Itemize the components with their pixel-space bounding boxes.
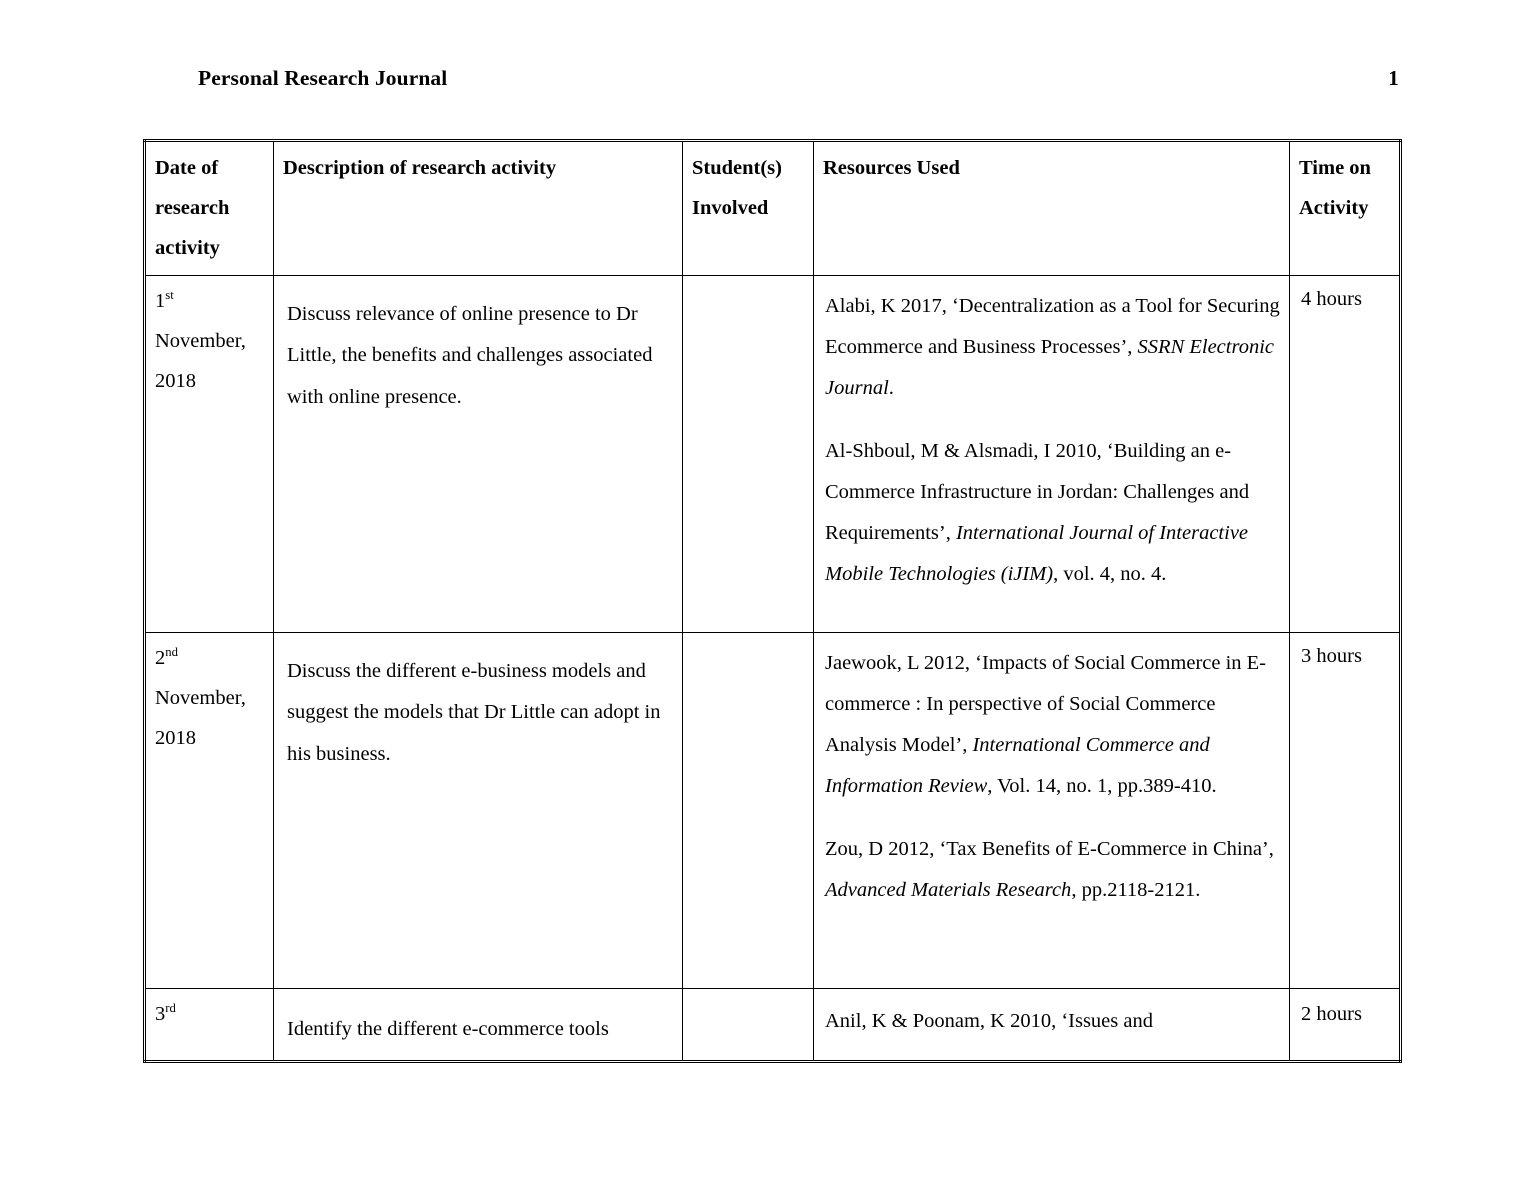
citation-journal: SSRN Electronic Journal bbox=[825, 335, 1274, 399]
citation-pre: Jaewook, L 2012, ‘Impacts of Social Commerce in E-commerce : In perspective of Social Commerce Analysis Model’, bbox=[825, 651, 1267, 756]
cell-students bbox=[683, 275, 814, 632]
cell-students bbox=[683, 988, 814, 1061]
cell-time bbox=[1290, 275, 1401, 632]
cell-date bbox=[145, 275, 274, 632]
header-date-line3: activity bbox=[155, 236, 220, 259]
citation-journal: International Commerce and Information Review bbox=[825, 733, 1210, 797]
running-header bbox=[143, 66, 1399, 91]
header-time-line1: Time on bbox=[1299, 157, 1371, 179]
page-number: 1 bbox=[1388, 66, 1399, 90]
description-text: Identify the different e-commerce tools bbox=[287, 1017, 609, 1040]
students-text bbox=[683, 989, 813, 1008]
column-header-students bbox=[683, 141, 814, 276]
citation-post: . bbox=[888, 376, 894, 399]
date-ordinal-suffix: st bbox=[165, 288, 174, 303]
students-text bbox=[683, 633, 813, 652]
citation-pre: Al-Shboul, M & Alsmadi, I 2010, ‘Building an e-Commerce Infrastructure in Jordan: Challenges and Requirements’, bbox=[825, 439, 1250, 544]
cell-date bbox=[145, 632, 274, 988]
time-text: 3 hours bbox=[1301, 644, 1362, 667]
table-row bbox=[145, 275, 1401, 632]
description-text: Discuss the different e-business models and suggest the models that Dr Little can adopt in his business. bbox=[287, 659, 661, 765]
date-ordinal-suffix: rd bbox=[165, 1001, 176, 1016]
citation bbox=[825, 1001, 1280, 1042]
cell-resources bbox=[814, 632, 1290, 988]
cell-time bbox=[1290, 632, 1401, 988]
citation-post: , pp.2118-2121. bbox=[1071, 878, 1201, 901]
description-text: Discuss relevance of online presence to Dr Little, the benefits and challenges associated with online presence. bbox=[287, 302, 653, 408]
citation-journal: Advanced Materials Research bbox=[825, 878, 1072, 901]
column-header-date bbox=[145, 141, 274, 276]
date-ordinal: 2 bbox=[155, 646, 166, 669]
students-text bbox=[683, 276, 813, 295]
cell-date bbox=[145, 988, 274, 1061]
header-students-line1: Student(s) bbox=[692, 157, 782, 179]
citation-post: , vol. 4, no. 4. bbox=[1053, 562, 1167, 585]
header-description-text: Description of research activity bbox=[283, 157, 557, 179]
citation-pre: Zou, D 2012, ‘Tax Benefits of E-Commerce in China’, bbox=[825, 837, 1274, 860]
column-header-description bbox=[274, 141, 683, 276]
citation-pre: Alabi, K 2017, ‘Decentralization as a Tool for Securing Ecommerce and Business Processes’, bbox=[825, 294, 1280, 358]
header-students-line2: Involved bbox=[692, 196, 769, 219]
citation bbox=[825, 286, 1280, 409]
research-journal-table bbox=[143, 139, 1402, 1063]
table-body bbox=[145, 275, 1401, 1061]
citation-post: , Vol. 14, no. 1, pp.389-410. bbox=[987, 774, 1217, 797]
cell-description bbox=[274, 988, 683, 1061]
citation-journal: International Journal of Interactive Mobile Technologies (iJIM) bbox=[825, 521, 1249, 585]
date-ordinal: 1 bbox=[155, 289, 166, 312]
header-resources-text: Resources Used bbox=[823, 157, 960, 179]
table-row bbox=[145, 988, 1401, 1061]
citation-pre: Anil, K & Poonam, K 2010, ‘Issues and bbox=[825, 1009, 1153, 1032]
header-date-line1: Date of bbox=[155, 157, 219, 179]
date-ordinal: 3 bbox=[155, 1002, 166, 1025]
date-rest: November, 2018 bbox=[155, 686, 246, 749]
cell-resources bbox=[814, 275, 1290, 632]
table-header-row bbox=[145, 141, 1401, 276]
citation bbox=[825, 643, 1280, 807]
cell-students bbox=[683, 632, 814, 988]
header-date-line2: research bbox=[155, 196, 230, 219]
cell-time bbox=[1290, 988, 1401, 1061]
time-text: 2 hours bbox=[1301, 1002, 1362, 1025]
header-time-line2: Activity bbox=[1299, 196, 1369, 219]
column-header-time bbox=[1290, 141, 1401, 276]
cell-resources bbox=[814, 988, 1290, 1061]
date-rest: November, 2018 bbox=[155, 329, 246, 392]
table-row bbox=[145, 632, 1401, 988]
time-text: 4 hours bbox=[1301, 287, 1362, 310]
page-title: Personal Research Journal bbox=[198, 66, 448, 90]
cell-description bbox=[274, 632, 683, 988]
date-ordinal-suffix: nd bbox=[165, 645, 178, 660]
citation bbox=[825, 431, 1280, 595]
cell-description bbox=[274, 275, 683, 632]
citation bbox=[825, 829, 1280, 911]
column-header-resources bbox=[814, 141, 1290, 276]
